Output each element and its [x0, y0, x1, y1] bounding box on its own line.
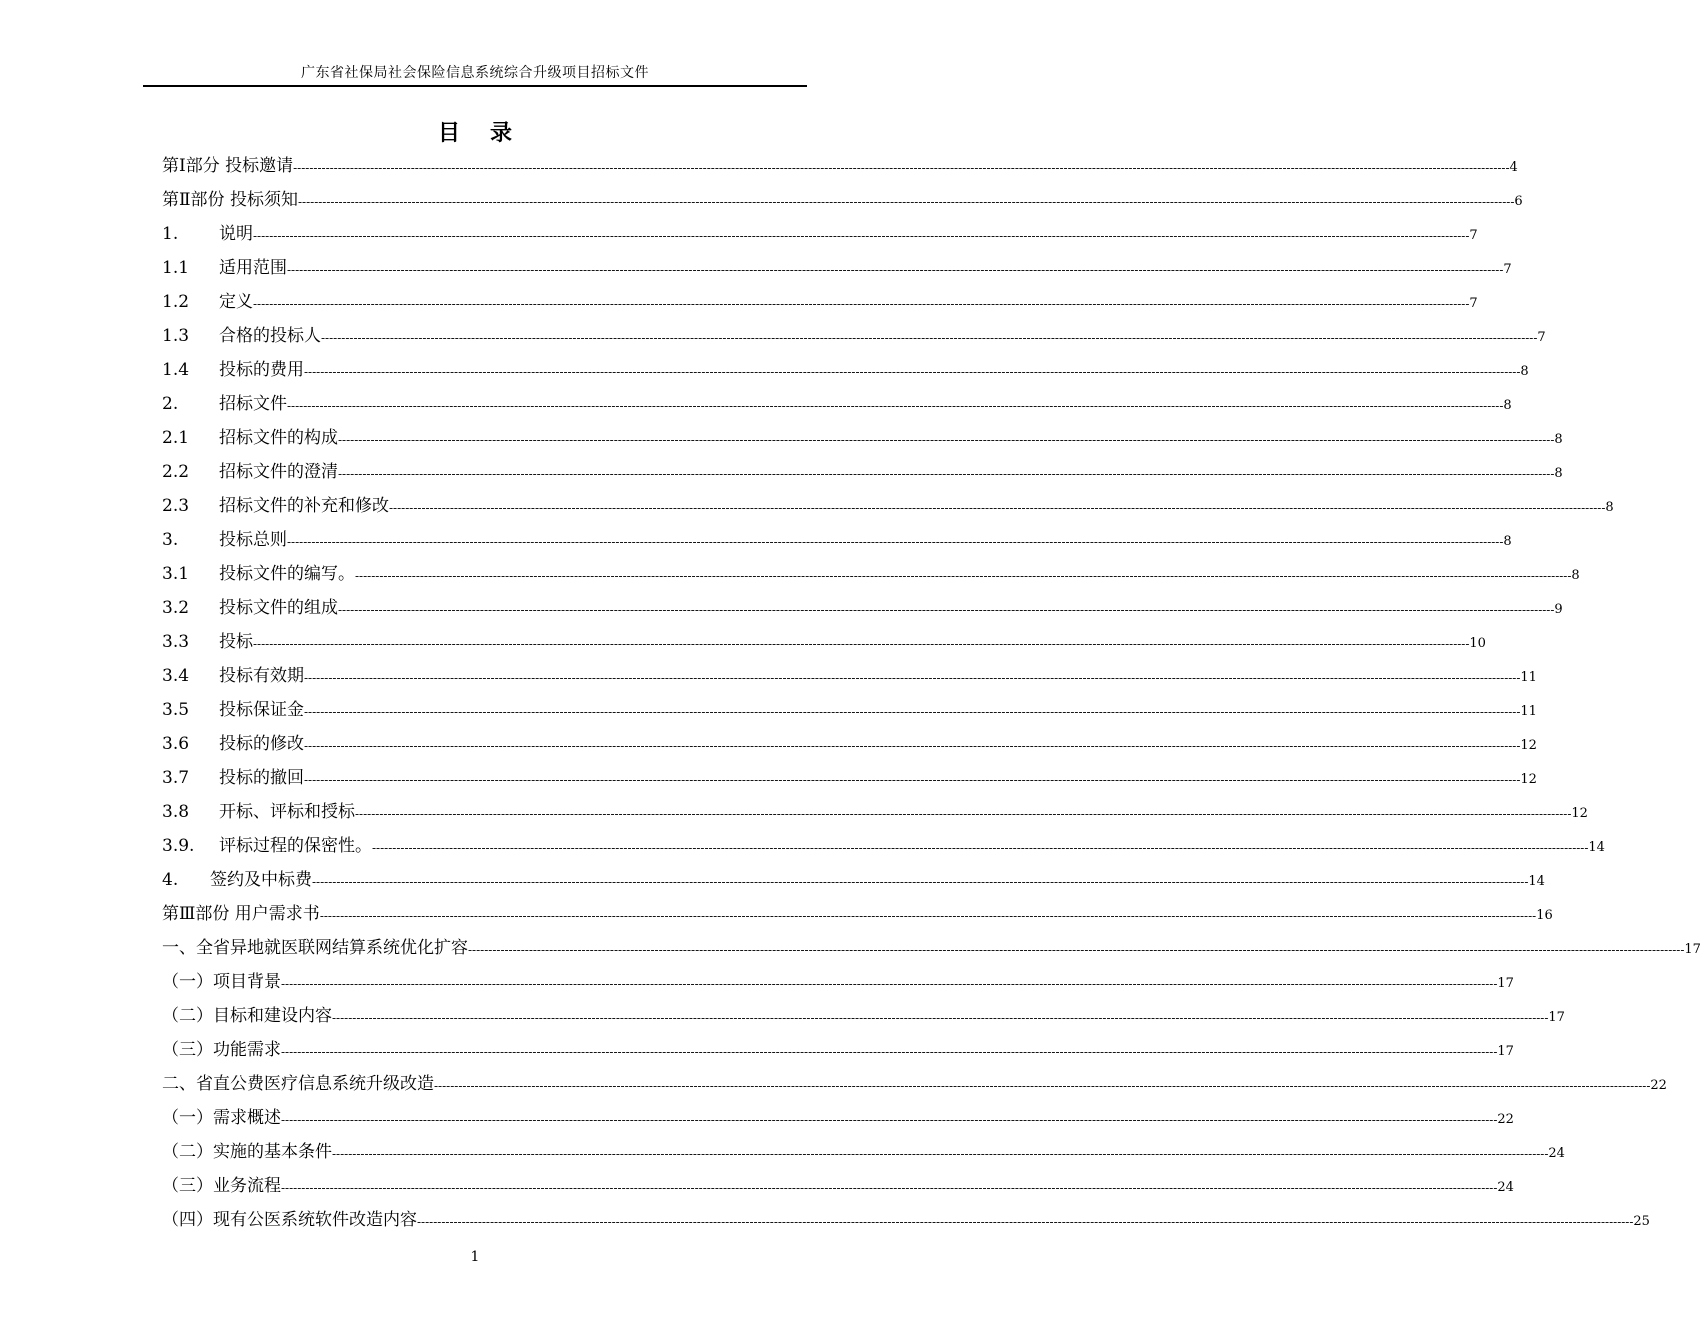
toc-entry-page: 8	[1520, 364, 1529, 379]
toc-leader-dashes: ------------------------------------------------------------------------------------------------------------------------------------------------------------------------------------------------------------------------------------------------------------------------------------------------------------	[304, 671, 1521, 685]
toc-entry[interactable]	[162, 826, 1605, 860]
toc-entry-label: （三）业务流程	[162, 1176, 281, 1196]
toc-entry[interactable]	[162, 1064, 1667, 1098]
toc-entry-number: 3.9.	[162, 836, 195, 856]
toc-leader-dashes: ------------------------------------------------------------------------------------------------------------------------------------------------------------------------------------------------------------------------------------------------------------------------------------------------------------	[355, 807, 1572, 821]
toc-entry[interactable]	[162, 384, 1512, 418]
toc-entry-label: 投标保证金	[219, 700, 304, 720]
toc-entry-page: 11	[1520, 704, 1537, 719]
toc-entry-label: 合格的投标人	[219, 326, 321, 346]
toc-entry-page: 24	[1548, 1146, 1565, 1161]
toc-entry[interactable]	[162, 214, 1478, 248]
toc-entry-label: 开标、评标和授标	[219, 802, 355, 822]
toc-entry-page: 12	[1520, 738, 1537, 753]
toc-leader-dashes: ------------------------------------------------------------------------------------------------------------------------------------------------------------------------------------------------------------------------------------------------------------------------------------------------------------	[287, 399, 1504, 413]
toc-entry-number: 1.1	[162, 258, 190, 278]
toc-entry-page: 17	[1497, 1044, 1514, 1059]
toc-entry[interactable]	[162, 996, 1565, 1030]
toc-entry-label: 第Ⅱ部份 投标须知	[162, 190, 298, 210]
toc-entry[interactable]	[162, 690, 1537, 724]
toc-entry-number: 3.7	[162, 768, 190, 788]
toc-leader-dashes: ------------------------------------------------------------------------------------------------------------------------------------------------------------------------------------------------------------------------------------------------------------------------------------------------------------	[304, 365, 1521, 379]
toc-leader-dashes: ------------------------------------------------------------------------------------------------------------------------------------------------------------------------------------------------------------------------------------------------------------------------------------------------------------	[434, 1079, 1651, 1093]
toc-leader-dashes: ------------------------------------------------------------------------------------------------------------------------------------------------------------------------------------------------------------------------------------------------------------------------------------------------------------	[287, 263, 1504, 277]
toc-entry-page: 6	[1514, 194, 1523, 209]
toc-entry[interactable]	[162, 486, 1614, 520]
toc-entry-number: 3.6	[162, 734, 190, 754]
toc-leader-dashes: ------------------------------------------------------------------------------------------------------------------------------------------------------------------------------------------------------------------------------------------------------------------------------------------------------------	[338, 467, 1555, 481]
page-number: 1	[470, 1249, 480, 1265]
toc-entry-page: 8	[1605, 500, 1614, 515]
toc-entry-page: 9	[1554, 602, 1563, 617]
toc-entry-label: 评标过程的保密性。	[219, 836, 372, 856]
toc-entry-label: 定义	[219, 292, 253, 312]
toc-entry-label: 投标有效期	[219, 666, 304, 686]
toc-entry-page: 11	[1520, 670, 1537, 685]
toc-entry-number: 2.1	[162, 428, 190, 448]
toc-leader-dashes: ------------------------------------------------------------------------------------------------------------------------------------------------------------------------------------------------------------------------------------------------------------------------------------------------------------	[297, 195, 1515, 209]
toc-leader-dashes: ------------------------------------------------------------------------------------------------------------------------------------------------------------------------------------------------------------------------------------------------------------------------------------------------------------	[332, 1147, 1549, 1161]
toc-entry-label: （四）现有公医系统软件改造内容	[162, 1210, 417, 1230]
toc-entry[interactable]	[162, 452, 1563, 486]
toc-entry-label: 招标文件的补充和修改	[219, 496, 389, 516]
toc-entry-label: 招标文件	[219, 394, 287, 414]
toc-entry-page: 8	[1571, 568, 1580, 583]
toc-entry[interactable]	[162, 724, 1537, 758]
toc-entry-label: 招标文件的构成	[219, 428, 338, 448]
toc-leader-dashes: ------------------------------------------------------------------------------------------------------------------------------------------------------------------------------------------------------------------------------------------------------------------------------------------------------------	[304, 739, 1521, 753]
toc-entry-page: 8	[1554, 432, 1563, 447]
document-header: 广东省社保局社会保险信息系统综合升级项目招标文件	[301, 65, 649, 81]
toc-leader-dashes: ------------------------------------------------------------------------------------------------------------------------------------------------------------------------------------------------------------------------------------------------------------------------------------------------------------	[372, 841, 1589, 855]
toc-entry-label: 二、省直公费医疗信息系统升级改造	[162, 1074, 434, 1094]
toc-entry[interactable]	[162, 894, 1553, 928]
toc-entry-label: 一、全省异地就医联网结算系统优化扩容	[162, 938, 468, 958]
toc-entry-label: 招标文件的澄清	[219, 462, 338, 482]
toc-entry[interactable]	[162, 520, 1512, 554]
toc-leader-dashes: ------------------------------------------------------------------------------------------------------------------------------------------------------------------------------------------------------------------------------------------------------------------------------------------------------------	[287, 535, 1504, 549]
toc-leader-dashes: ------------------------------------------------------------------------------------------------------------------------------------------------------------------------------------------------------------------------------------------------------------------------------------------------------------	[355, 569, 1572, 583]
toc-leader-dashes: ------------------------------------------------------------------------------------------------------------------------------------------------------------------------------------------------------------------------------------------------------------------------------------------------------------	[304, 705, 1521, 719]
toc-entry-label: 投标文件的组成	[219, 598, 338, 618]
toc-entry-number: 1.	[162, 224, 179, 244]
toc-entry-page: 10	[1469, 636, 1486, 651]
toc-entry-page: 12	[1520, 772, 1537, 787]
toc-entry[interactable]	[162, 1030, 1514, 1064]
toc-entry[interactable]	[162, 282, 1478, 316]
toc-leader-dashes: ------------------------------------------------------------------------------------------------------------------------------------------------------------------------------------------------------------------------------------------------------------------------------------------------------------	[312, 875, 1529, 889]
toc-entry-number: 3.3	[162, 632, 190, 652]
toc-entry-page: 7	[1503, 262, 1512, 277]
toc-leader-dashes: ------------------------------------------------------------------------------------------------------------------------------------------------------------------------------------------------------------------------------------------------------------------------------------------------------------	[304, 773, 1521, 787]
toc-entry[interactable]	[162, 1166, 1514, 1200]
toc-leader-dashes: ------------------------------------------------------------------------------------------------------------------------------------------------------------------------------------------------------------------------------------------------------------------------------------------------------------	[253, 637, 1470, 651]
toc-entry-label: （一）项目背景	[162, 972, 281, 992]
toc-entry[interactable]	[162, 248, 1512, 282]
toc-leader-dashes: ------------------------------------------------------------------------------------------------------------------------------------------------------------------------------------------------------------------------------------------------------------------------------------------------------------	[332, 1011, 1549, 1025]
toc-leader-dashes: ------------------------------------------------------------------------------------------------------------------------------------------------------------------------------------------------------------------------------------------------------------------------------------------------------------	[281, 1113, 1498, 1127]
header-rule	[143, 85, 807, 87]
toc-entry-page: 24	[1497, 1180, 1514, 1195]
toc-entry-number: 4.	[162, 870, 179, 890]
toc-leader-dashes: ------------------------------------------------------------------------------------------------------------------------------------------------------------------------------------------------------------------------------------------------------------------------------------------------------------	[293, 161, 1510, 175]
toc-entry-page: 7	[1537, 330, 1546, 345]
toc-entry[interactable]	[162, 350, 1529, 384]
toc-leader-dashes: ------------------------------------------------------------------------------------------------------------------------------------------------------------------------------------------------------------------------------------------------------------------------------------------------------------	[319, 909, 1537, 923]
toc-entry-page: 7	[1469, 228, 1478, 243]
toc-entry-number: 3.1	[162, 564, 190, 584]
toc-entry[interactable]	[162, 1200, 1650, 1234]
toc-entry[interactable]	[162, 758, 1537, 792]
toc-entry[interactable]	[162, 588, 1563, 622]
toc-entry-label: 投标	[219, 632, 253, 652]
page-title: 目录	[437, 120, 542, 146]
toc-entry-number: 1.4	[162, 360, 190, 380]
toc-entry-label: 第Ⅰ部分 投标邀请	[162, 156, 294, 176]
toc-leader-dashes: ------------------------------------------------------------------------------------------------------------------------------------------------------------------------------------------------------------------------------------------------------------------------------------------------------------	[281, 977, 1498, 991]
toc-entry-label: （二）实施的基本条件	[162, 1142, 332, 1162]
toc-entry[interactable]	[162, 860, 1545, 894]
toc-entry-page: 16	[1536, 908, 1553, 923]
toc-leader-dashes: ------------------------------------------------------------------------------------------------------------------------------------------------------------------------------------------------------------------------------------------------------------------------------------------------------------	[321, 331, 1538, 345]
toc-entry-label: 投标文件的编写。	[219, 564, 355, 584]
toc-entry[interactable]	[162, 180, 1523, 214]
toc-entry-label: 投标的修改	[219, 734, 304, 754]
toc-entry[interactable]	[162, 146, 1518, 180]
toc-leader-dashes: ------------------------------------------------------------------------------------------------------------------------------------------------------------------------------------------------------------------------------------------------------------------------------------------------------------	[468, 943, 1685, 957]
toc-entry-number: 3.	[162, 530, 179, 550]
toc-entry[interactable]	[162, 962, 1514, 996]
toc-entry-number: 3.4	[162, 666, 190, 686]
toc-entry-page: 4	[1509, 160, 1518, 175]
toc-leader-dashes: ------------------------------------------------------------------------------------------------------------------------------------------------------------------------------------------------------------------------------------------------------------------------------------------------------------	[417, 1215, 1634, 1229]
toc-entry-number: 1.3	[162, 326, 190, 346]
toc-leader-dashes: ------------------------------------------------------------------------------------------------------------------------------------------------------------------------------------------------------------------------------------------------------------------------------------------------------------	[281, 1181, 1498, 1195]
toc-entry-number: 3.2	[162, 598, 190, 618]
toc-entry-page: 14	[1528, 874, 1545, 889]
toc-entry-number: 2.3	[162, 496, 190, 516]
toc-entry-label: 签约及中标费	[210, 870, 312, 890]
toc-entry-page: 25	[1633, 1214, 1650, 1229]
toc-leader-dashes: ------------------------------------------------------------------------------------------------------------------------------------------------------------------------------------------------------------------------------------------------------------------------------------------------------------	[253, 297, 1470, 311]
toc-entry-label: 投标的撤回	[219, 768, 304, 788]
toc-leader-dashes: ------------------------------------------------------------------------------------------------------------------------------------------------------------------------------------------------------------------------------------------------------------------------------------------------------------	[338, 603, 1555, 617]
toc-entry[interactable]	[162, 1132, 1565, 1166]
toc-entry-number: 2.	[162, 394, 179, 414]
toc-entry-page: 8	[1503, 398, 1512, 413]
toc-entry-page: 17	[1548, 1010, 1565, 1025]
toc-entry-number: 3.5	[162, 700, 190, 720]
toc-entry[interactable]	[162, 1098, 1514, 1132]
toc-entry-number: 1.2	[162, 292, 190, 312]
toc-entry-label: （三）功能需求	[162, 1040, 281, 1060]
toc-entry-label: 投标总则	[219, 530, 287, 550]
toc-entry-page: 17	[1497, 976, 1514, 991]
toc-entry-page: 7	[1469, 296, 1478, 311]
toc-entry-page: 22	[1650, 1078, 1667, 1093]
toc-entry-page: 22	[1497, 1112, 1514, 1127]
table-of-contents	[162, 146, 1701, 1234]
toc-entry-page: 17	[1684, 942, 1701, 957]
toc-entry[interactable]	[162, 622, 1486, 656]
toc-entry-label: 投标的费用	[219, 360, 304, 380]
toc-entry[interactable]	[162, 316, 1546, 350]
toc-entry-page: 14	[1588, 840, 1605, 855]
toc-entry-page: 8	[1503, 534, 1512, 549]
toc-entry[interactable]	[162, 554, 1580, 588]
toc-entry-label: 第Ⅲ部份 用户需求书	[162, 904, 320, 924]
toc-leader-dashes: ------------------------------------------------------------------------------------------------------------------------------------------------------------------------------------------------------------------------------------------------------------------------------------------------------------	[338, 433, 1555, 447]
toc-leader-dashes: ------------------------------------------------------------------------------------------------------------------------------------------------------------------------------------------------------------------------------------------------------------------------------------------------------------	[253, 229, 1470, 243]
toc-leader-dashes: ------------------------------------------------------------------------------------------------------------------------------------------------------------------------------------------------------------------------------------------------------------------------------------------------------------	[389, 501, 1606, 515]
toc-entry[interactable]	[162, 928, 1701, 962]
toc-entry[interactable]	[162, 656, 1537, 690]
toc-entry-label: 适用范围	[219, 258, 287, 278]
toc-entry-number: 3.8	[162, 802, 190, 822]
toc-entry[interactable]	[162, 792, 1588, 826]
toc-leader-dashes: ------------------------------------------------------------------------------------------------------------------------------------------------------------------------------------------------------------------------------------------------------------------------------------------------------------	[281, 1045, 1498, 1059]
toc-entry-page: 12	[1571, 806, 1588, 821]
toc-entry[interactable]	[162, 418, 1563, 452]
toc-entry-label: （二）目标和建设内容	[162, 1006, 332, 1026]
toc-entry-label: （一）需求概述	[162, 1108, 281, 1128]
toc-entry-page: 8	[1554, 466, 1563, 481]
toc-entry-label: 说明	[219, 224, 253, 244]
toc-entry-number: 2.2	[162, 462, 190, 482]
